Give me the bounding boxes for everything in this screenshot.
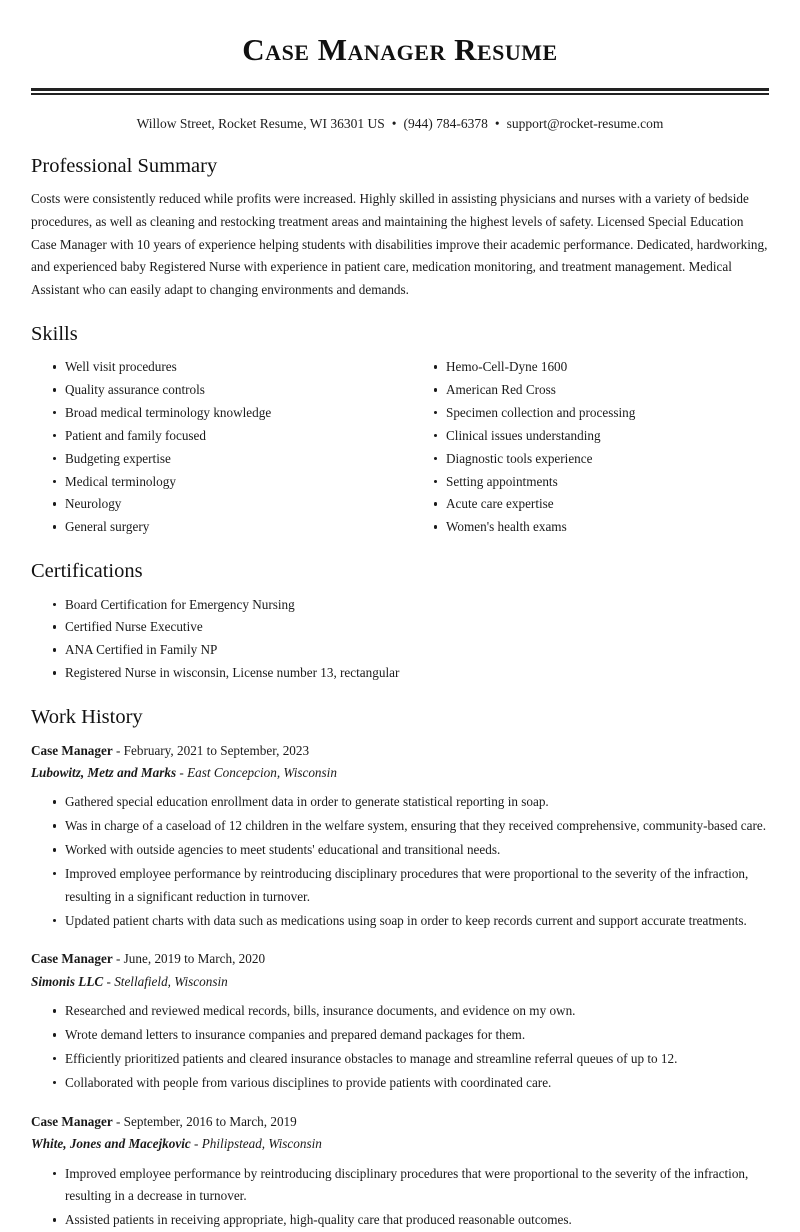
work-history-entry — [31, 1111, 769, 1232]
job-dates: September, 2016 to March, 2019 — [123, 1113, 297, 1129]
list-item: Worked with outside agencies to meet students' educational and transitional needs. — [53, 839, 769, 862]
skills-list-left — [31, 356, 400, 539]
list-item: Gathered special education enrollment data in order to generate statistical reporting in soap. — [53, 791, 769, 814]
job-separator: - — [115, 951, 121, 967]
section-work-history — [31, 705, 769, 1232]
list-item: Efficiently prioritized patients and cleared insurance obstacles to manage and streamline referral queues of up to 12. — [53, 1048, 769, 1071]
list-item: Setting appointments — [434, 471, 769, 494]
section-heading-skills: Skills — [31, 322, 78, 345]
job-bullets-list — [31, 1163, 769, 1232]
contact-phone: (944) 784-6378 — [403, 115, 488, 131]
list-item: Women's health exams — [434, 516, 769, 539]
contact-email[interactable]: support@rocket-resume.com — [506, 115, 664, 131]
job-title: Case Manager — [31, 951, 113, 967]
list-item: Board Certification for Emergency Nursing — [53, 594, 769, 617]
divider-rule-thin — [31, 93, 769, 95]
job-company-line — [31, 971, 769, 993]
contact-separator-2: • — [494, 115, 500, 131]
section-heading-work-history: Work History — [31, 705, 143, 728]
list-item: Medical terminology — [53, 471, 400, 494]
job-location: Stellafield, Wisconsin — [114, 973, 228, 989]
job-header-line — [31, 1111, 769, 1133]
list-item: Researched and reviewed medical records, bills, insurance documents, and evidence on my own. — [53, 1000, 769, 1023]
section-professional-summary — [31, 154, 769, 302]
list-item: Improved employee performance by reintroducing disciplinary procedures that were proportional to the severity of the infraction, resulting in a significant reduction in turnover. — [53, 863, 769, 909]
summary-text: Costs were consistently reduced while profits were increased. Highly skilled in assisting physicians and nurses with a variety of bedside procedures, as well as cleaning and restocking treatment areas and maintaining the highest levels of safety. Licensed Special Education Case Manager with 10 years of experience helping students with disabilities improve their academic performance. Dedicated, hardworking, and experienced baby Registered Nurse with experience in patient care, medication monitoring, and treatment management. Medical Assistant who can easily adapt to changing environments and demands. — [31, 191, 768, 298]
job-separator: - — [194, 1136, 199, 1152]
list-item: Specimen collection and processing — [434, 402, 769, 425]
list-item: Well visit procedures — [53, 356, 400, 379]
job-company-line — [31, 762, 769, 784]
contact-address: Willow Street, Rocket Resume, WI 36301 US — [136, 115, 385, 131]
job-location: Philipstead, Wisconsin — [201, 1136, 322, 1152]
job-dates: June, 2019 to March, 2020 — [123, 951, 266, 967]
skills-list-right — [412, 356, 769, 539]
list-item: Collaborated with people from various disciplines to provide patients with coordinated care. — [53, 1072, 769, 1095]
skills-column-left — [31, 356, 400, 539]
job-header-line — [31, 948, 769, 970]
list-item: General surgery — [53, 516, 400, 539]
job-title: Case Manager — [31, 742, 113, 758]
contact-separator-1: • — [391, 115, 397, 131]
work-history-entry — [31, 740, 769, 933]
job-separator: - — [115, 1113, 121, 1129]
list-item: Registered Nurse in wisconsin, License number 13, rectangular — [53, 662, 769, 685]
job-separator: - — [179, 765, 184, 781]
certifications-list — [31, 594, 769, 685]
section-certifications — [31, 559, 769, 685]
list-item: Quality assurance controls — [53, 379, 400, 402]
list-item: Hemo-Cell-Dyne 1600 — [434, 356, 769, 379]
list-item: Certified Nurse Executive — [53, 616, 769, 639]
page-title: Case Manager Resume — [242, 32, 558, 67]
list-item: ANA Certified in Family NP — [53, 639, 769, 662]
work-history-entry — [31, 948, 769, 1094]
job-company: Lubowitz, Metz and Marks — [31, 765, 177, 781]
list-item: Updated patient charts with data such as medications using soap in order to keep records current and support accurate treatments. — [53, 910, 769, 933]
list-item: Was in charge of a caseload of 12 children in the welfare system, ensuring that they received comprehensive, community-based care. — [53, 815, 769, 838]
job-title: Case Manager — [31, 1113, 113, 1129]
list-item: Assisted patients in receiving appropriate, high-quality care that produced reasonable outcomes. — [53, 1209, 769, 1232]
list-item: Neurology — [53, 493, 400, 516]
job-company: Simonis LLC — [31, 973, 104, 989]
job-company-line — [31, 1133, 769, 1155]
list-item: Broad medical terminology knowledge — [53, 402, 400, 425]
job-separator: - — [106, 973, 111, 989]
skills-column-right — [400, 356, 769, 539]
job-bullets-list — [31, 791, 769, 932]
job-header-line — [31, 740, 769, 762]
skills-columns — [31, 356, 769, 539]
job-dates: February, 2021 to September, 2023 — [123, 742, 310, 758]
job-location: East Concepcion, Wisconsin — [187, 765, 337, 781]
contact-line — [31, 115, 769, 134]
list-item: Clinical issues understanding — [434, 425, 769, 448]
section-heading-summary: Professional Summary — [31, 154, 218, 177]
job-bullets-list — [31, 1000, 769, 1094]
list-item: Budgeting expertise — [53, 448, 400, 471]
list-item: Diagnostic tools experience — [434, 448, 769, 471]
job-company: White, Jones and Macejkovic — [31, 1136, 191, 1152]
list-item: Wrote demand letters to insurance companies and prepared demand packages for them. — [53, 1024, 769, 1047]
job-separator: - — [115, 742, 121, 758]
list-item: Acute care expertise — [434, 493, 769, 516]
list-item: American Red Cross — [434, 379, 769, 402]
list-item: Improved employee performance by reintroducing disciplinary procedures that were proportional to the severity of the infraction, resulting in a decrease in turnover. — [53, 1163, 769, 1209]
list-item: Patient and family focused — [53, 425, 400, 448]
header-divider — [31, 88, 769, 95]
section-skills — [31, 322, 769, 539]
section-heading-certifications: Certifications — [31, 560, 143, 583]
